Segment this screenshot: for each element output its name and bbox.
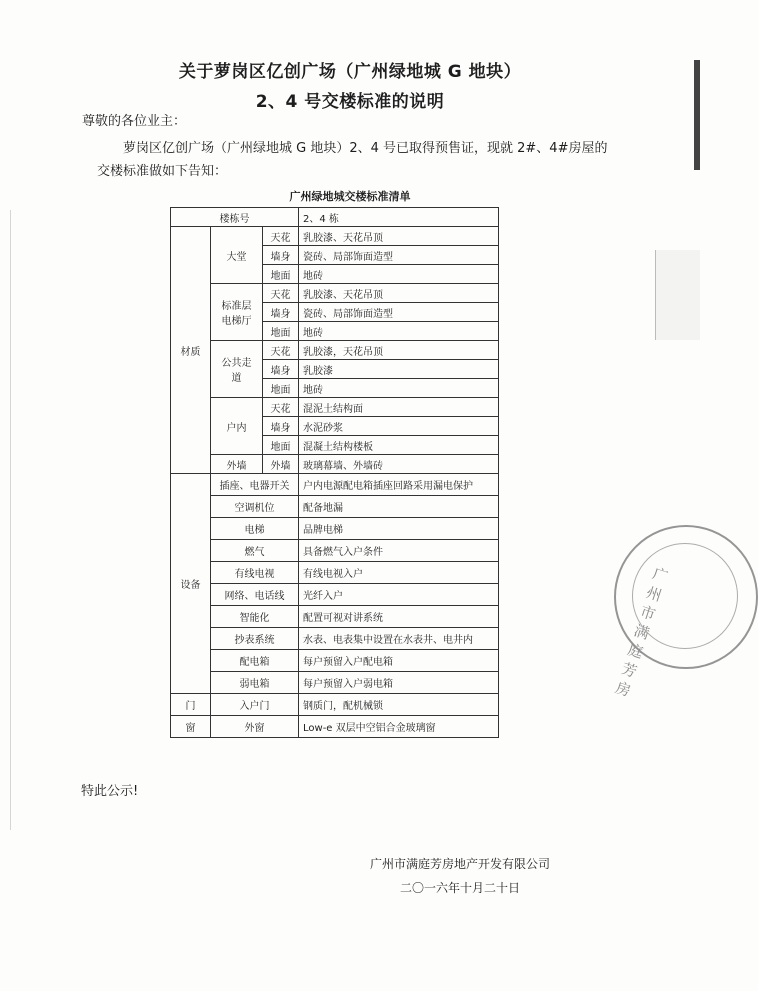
company-name: 广州市满庭芳房地产开发有限公司	[370, 857, 551, 871]
table-row	[171, 694, 499, 716]
document-title-line2: 2、4 号交楼标准的说明	[255, 92, 445, 112]
sub-label: 天花	[263, 398, 299, 417]
equipment-name: 插座、电器开关	[211, 474, 299, 496]
category-materials: 材质	[171, 227, 211, 474]
document-title-line1: 关于萝岗区亿创广场（广州绿地城 G 地块）	[178, 62, 522, 82]
seal-text: 广州市满庭芳房	[613, 564, 671, 701]
area-label-part: 标准层	[221, 301, 252, 312]
salutation: 尊敬的各位业主：	[82, 114, 187, 129]
equipment-name: 空调机位	[211, 496, 299, 518]
table-row	[171, 518, 499, 540]
area-indoor: 户内	[211, 398, 263, 455]
scan-edge-left	[10, 210, 11, 830]
area-label-part: 道	[231, 373, 242, 384]
cell-value: 户内电源配电箱插座回路采用漏电保护	[299, 474, 499, 496]
delivery-standard-table	[170, 207, 499, 738]
scan-edge-right-fold	[655, 250, 700, 340]
table-row	[171, 341, 499, 360]
sub-label: 地面	[263, 436, 299, 455]
table-row	[171, 540, 499, 562]
window-name: 外窗	[211, 716, 299, 738]
cell-value: 地砖	[299, 265, 499, 284]
cell-value: 每户预留入户配电箱	[299, 650, 499, 672]
sub-label: 地面	[263, 265, 299, 284]
area-elevator-hall	[211, 284, 263, 341]
category-equipment: 设备	[171, 474, 211, 694]
sub-label: 天花	[263, 341, 299, 360]
table-row	[171, 628, 499, 650]
table-row	[171, 562, 499, 584]
equipment-name: 网络、电话线	[211, 584, 299, 606]
equipment-name: 有线电视	[211, 562, 299, 584]
closing-remark: 特此公示!	[81, 784, 139, 799]
cell-value: 玻璃幕墙、外墙砖	[299, 455, 499, 474]
table-row	[171, 455, 499, 474]
cell-value: 瓷砖、局部饰面造型	[299, 246, 499, 265]
sub-label: 墙身	[263, 303, 299, 322]
cell-value: 有线电视入户	[299, 562, 499, 584]
area-corridor	[211, 341, 263, 398]
category-window: 窗	[171, 716, 211, 738]
door-name: 入户门	[211, 694, 299, 716]
sub-label: 墙身	[263, 360, 299, 379]
table-row	[171, 716, 499, 738]
header-label: 楼栋号	[171, 208, 299, 227]
sub-label: 地面	[263, 379, 299, 398]
area-lobby: 大堂	[211, 227, 263, 284]
cell-value: 乳胶漆，天花吊顶	[299, 341, 499, 360]
area-label-part: 电梯厅	[221, 316, 252, 327]
table-row	[171, 227, 499, 246]
table-row	[171, 606, 499, 628]
equipment-name: 智能化	[211, 606, 299, 628]
table-header-row	[171, 208, 499, 227]
cell-value: 钢质门，配机械锁	[299, 694, 499, 716]
table-row	[171, 496, 499, 518]
cell-value: 品牌电梯	[299, 518, 499, 540]
sub-label: 天花	[263, 284, 299, 303]
cell-value: 具备燃气入户条件	[299, 540, 499, 562]
equipment-name: 抄表系统	[211, 628, 299, 650]
cell-value: 光纤入户	[299, 584, 499, 606]
equipment-name: 弱电箱	[211, 672, 299, 694]
table-row	[171, 650, 499, 672]
cell-value: 每户预留入户弱电箱	[299, 672, 499, 694]
sub-label: 天花	[263, 227, 299, 246]
cell-value: 地砖	[299, 379, 499, 398]
area-label-part: 公共走	[221, 358, 252, 369]
cell-value: 水表、电表集中设置在水表井、电井内	[299, 628, 499, 650]
equipment-name: 燃气	[211, 540, 299, 562]
company-seal	[613, 525, 758, 701]
cell-value: 混凝土结构楼板	[299, 436, 499, 455]
cell-value: Low-e 双层中空铝合金玻璃窗	[299, 716, 499, 738]
area-exterior: 外墙	[211, 455, 263, 474]
cell-value: 乳胶漆、天花吊顶	[299, 227, 499, 246]
table-row	[171, 398, 499, 417]
category-door: 门	[171, 694, 211, 716]
cell-value: 乳胶漆	[299, 360, 499, 379]
table-row	[171, 474, 499, 496]
cell-value: 地砖	[299, 322, 499, 341]
table-title: 广州绿地城交楼标准清单	[289, 190, 411, 203]
paragraph-line2: 交楼标准做如下告知：	[97, 164, 228, 179]
cell-value: 配备地漏	[299, 496, 499, 518]
cell-value: 水泥砂浆	[299, 417, 499, 436]
table-row	[171, 284, 499, 303]
sub-label: 外墙	[263, 455, 299, 474]
equipment-name: 电梯	[211, 518, 299, 540]
paragraph-line1: 萝岗区亿创广场（广州绿地城 G 地块）2、4 号已取得预售证，现就 2#、4#房屋的	[123, 141, 608, 156]
sub-label: 墙身	[263, 417, 299, 436]
cell-value: 混泥土结构面	[299, 398, 499, 417]
cell-value: 配置可视对讲系统	[299, 606, 499, 628]
cell-value: 乳胶漆、天花吊顶	[299, 284, 499, 303]
equipment-name: 配电箱	[211, 650, 299, 672]
sub-label: 地面	[263, 322, 299, 341]
cell-value: 瓷砖、局部饰面造型	[299, 303, 499, 322]
sub-label: 墙身	[263, 246, 299, 265]
table-row	[171, 672, 499, 694]
issue-date: 二〇一六年十月二十日	[400, 881, 521, 895]
header-value: 2、4 栋	[299, 208, 499, 227]
table-row	[171, 584, 499, 606]
